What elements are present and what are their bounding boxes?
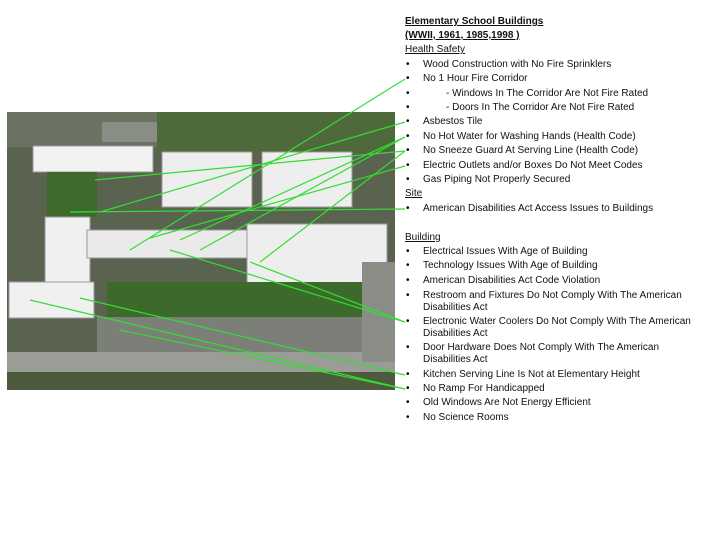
bullet: • [406,131,410,142]
section-heading-health-safety: Health Safety [405,44,466,55]
list-item: Electronic Water Coolers Do Not Comply With The American [423,316,691,327]
list-item: No Hot Water for Washing Hands (Health Code) [423,131,636,142]
bullet: • [406,412,410,423]
list-item: Technology Issues With Age of Building [423,260,598,271]
bullet: • [406,116,410,127]
list-item: Disabilities Act [423,354,488,365]
list-item: Wood Construction with No Fire Sprinklers [423,59,612,70]
bullet: • [406,397,410,408]
list-item: Door Hardware Does Not Comply With The American [423,342,660,353]
list-item: - Windows In The Corridor Are Not Fire Rated [446,88,649,99]
bullet: • [406,160,410,171]
list-item: No Science Rooms [423,412,509,423]
bullet: • [406,88,410,99]
aerial-photo-school [7,112,395,390]
bullet: • [406,342,410,353]
slide-subtitle: (WWII, 1961, 1985,1998 ) [405,30,520,41]
bullet: • [406,316,410,327]
bullet: • [406,369,410,380]
bullet: • [406,102,410,113]
list-item: - Doors In The Corridor Are Not Fire Rated [446,102,635,113]
bullet: • [406,59,410,70]
list-item: Disabilities Act [423,328,488,339]
bullet: • [406,174,410,185]
list-item: Kitchen Serving Line Is Not at Elementary Height [423,369,640,380]
list-item: Old Windows Are Not Energy Efficient [423,397,591,408]
list-item: Electrical Issues With Age of Building [423,246,588,257]
bullet: • [406,246,410,257]
bullet: • [406,383,410,394]
list-item: American Disabilities Act Access Issues to Buildings [423,203,654,214]
bullet: • [406,145,410,156]
list-item: Disabilities Act [423,302,488,313]
bullet: • [406,260,410,271]
list-item: Electric Outlets and/or Boxes Do Not Meet Codes [423,160,643,171]
slide-title: Elementary School Buildings [405,16,544,27]
bullet: • [406,290,410,301]
list-item: Gas Piping Not Properly Secured [423,174,571,185]
list-item: Asbestos Tile [423,116,483,127]
section-heading-building: Building [405,232,441,243]
list-item: American Disabilities Act Code Violation [423,275,601,286]
bullet: • [406,73,410,84]
list-item: No 1 Hour Fire Corridor [423,73,528,84]
list-item: No Ramp For Handicapped [423,383,545,394]
list-item: Restroom and Fixtures Do Not Comply With The American [423,290,682,301]
list-item: No Sneeze Guard At Serving Line (Health Code) [423,145,639,156]
bullet: • [406,203,410,214]
section-heading-site: Site [405,188,423,199]
bullet: • [406,275,410,286]
